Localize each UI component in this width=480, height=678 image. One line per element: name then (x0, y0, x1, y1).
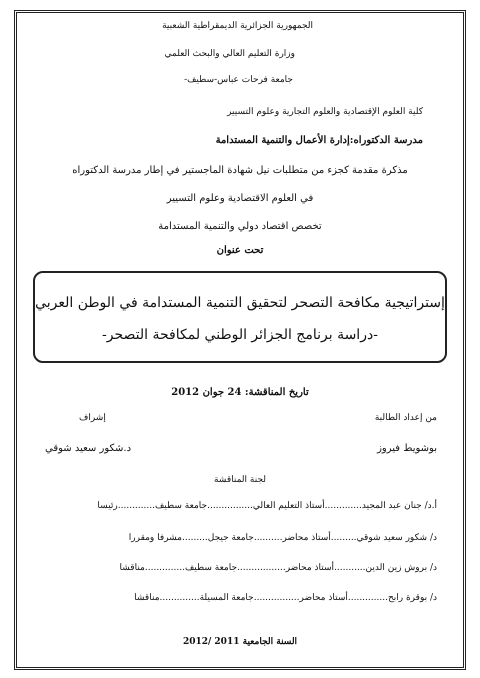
thesis-subtitle: -دراسة برنامج الجزائر الوطني لمكافحة التصحر- (102, 327, 378, 343)
committee-label: لجنة المناقشة (213, 475, 266, 485)
committee-row: د/ بروش زين الدين...........أستاذ محاضر.................جامعة سطيف..............مناقشا (119, 563, 437, 573)
university-header: جامعة فرحات عباس-سطيف- (184, 75, 293, 85)
republic-header: الجمهورية الجزائرية الديمقراطية الشعبية (162, 21, 313, 31)
ministry-header: وزارة التعليم العالي والبحث العلمي (164, 49, 295, 59)
doctoral-school: مدرسة الدكتوراه:إدارة الأعمال والتنمية المستدامة (215, 135, 423, 146)
committee-member-name: د/ بروش زين الدين (365, 563, 437, 573)
supervisor-name: د.شكور سعيد شوقي (45, 443, 132, 454)
committee-member-rank: أستاذ محاضر (299, 593, 348, 603)
faculty-header: كلية العلوم الإقتصادية والعلوم التجارية وعلوم التسيير (227, 107, 423, 117)
committee-member-name: د/ بوقرة رابح (387, 593, 437, 603)
committee-member-role: مشرفا ومقررا (128, 533, 183, 543)
memo-line-2: في العلوم الاقتصادية وعلوم التسيير (166, 193, 314, 204)
committee-row: أ.د/ جنان عبد المجيد.............أستاذ التعليم العالي................جامعة سطيف.............رئيسا (97, 501, 437, 511)
committee-member-institution: جامعة سطيف (154, 501, 208, 511)
specialty-line: تخصص اقتصاد دولي والتنمية المستدامة (158, 221, 322, 232)
committee-member-rank: أستاذ التعليم العالي (252, 501, 325, 511)
thesis-title: إستراتيجية مكافحة التصحر لتحقيق التنمية المستدامة في الوطن العربي (35, 295, 445, 311)
committee-row: د/ بوقرة رابح..............أستاذ محاضر................جامعة المسيلة..............مناقشا (134, 593, 437, 603)
memo-line-1: مذكرة مقدمة كجزء من متطلبات نيل شهادة الماجستير في إطار مدرسة الدكتوراه (72, 165, 408, 176)
committee-member-institution: جامعة جيجل (207, 533, 254, 543)
committee-member-rank: أستاذ محاضر (282, 533, 331, 543)
thesis-title-box (33, 271, 447, 363)
committee-member-role: مناقشا (134, 593, 160, 603)
academic-year: السنة الجامعية 2011 /2012 (182, 637, 298, 647)
student-name: بوشويط فيروز (377, 443, 437, 454)
under-title-label: تحت عنوان (216, 245, 264, 256)
committee-member-institution: جامعة المسيلة (199, 593, 254, 603)
committee-row: د/ شكور سعيد شوقي.........أستاذ محاضر..........جامعة جيجل.........مشرفا ومقررا (128, 533, 437, 543)
committee-member-institution: جامعة سطيف (184, 563, 238, 573)
committee-member-name: د/ شكور سعيد شوقي (356, 533, 437, 543)
committee-member-name: أ.د/ جنان عبد المجيد (361, 501, 437, 511)
committee-member-role: مناقشا (119, 563, 145, 573)
defense-date: تاريخ المناقشة: 24 جوان 2012 (171, 387, 309, 398)
title-page (14, 10, 466, 670)
committee-member-rank: أستاذ محاضر (285, 563, 335, 573)
committee-member-role: رئيسا (97, 501, 118, 511)
supervisor-label: إشراف (79, 413, 106, 423)
prepared-by-label: من إعداد الطالبة (374, 413, 437, 423)
